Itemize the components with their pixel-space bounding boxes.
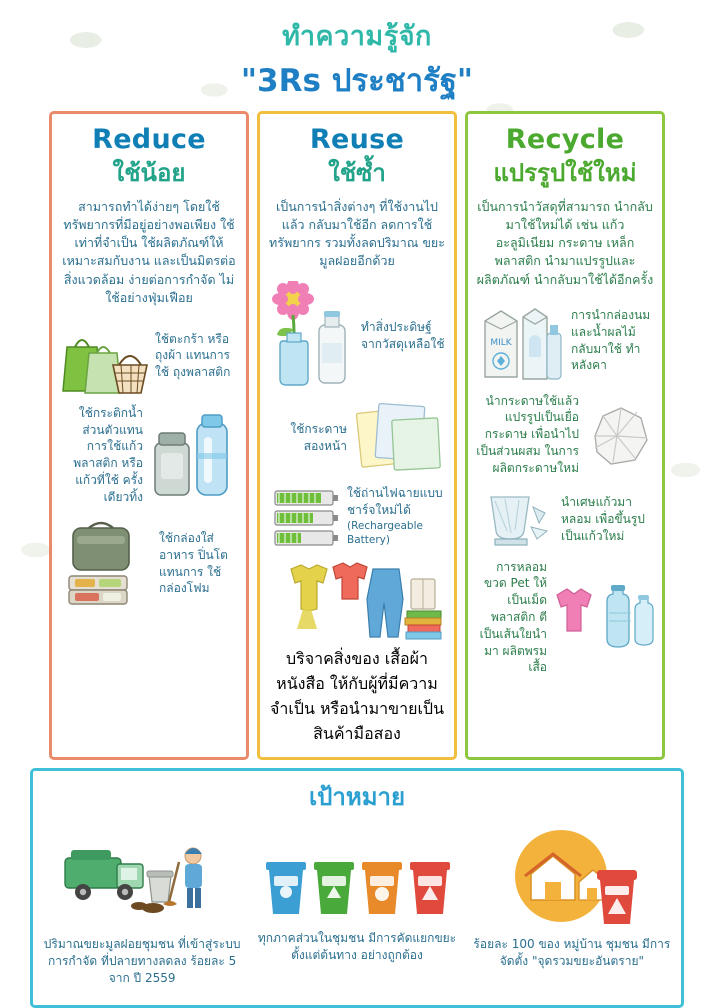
recycle-intro: เป็นการนำวัสดุที่สามารถ นำกลับมาใช้ใหม่ได้ เช่น แก้ว อะลูมิเนียม กระดาษ เหล็ก พลาสติก นำมาแปรรูปและผลิตภัณฑ์ นำกลับมาใช้ได้อีกครั้ง [476, 199, 654, 287]
header-line-2: "3Rs ประชารัฐ" [240, 63, 474, 99]
garbage-truck-worker-icon [41, 820, 243, 930]
reuse-item-paper-text: ใช้กระดาษ สองหน้า [290, 421, 347, 453]
reuse-item-battery-text: ใช้ถ่านไฟฉายแบบ ชาร์จใหม่ได้ [347, 486, 443, 517]
reuse-title-th: ใช้ซ้ำ [328, 159, 386, 187]
reduce-item-bags [59, 317, 239, 395]
paper-sheets-icon [351, 401, 447, 475]
crumpled-paper-icon [583, 402, 655, 468]
reuse-item-battery [267, 485, 447, 549]
shopping-bag-basket-icon [59, 317, 151, 395]
column-reduce [49, 111, 249, 760]
clothes-books-icon [267, 557, 447, 643]
reuse-item-battery-note: (Rechargeable Battery) [347, 519, 423, 547]
recycle-item-pet-text: การหลอมขวด Pet ให้เป็นเม็ดพลาสติก ตีเป็นเส้นใยนำมา ผลิตพรม เสื้อ [479, 559, 547, 675]
recycle-item-paper-text: นำกระดาษใช้แล้ว แปรรูปเป็นเยื่อกระดาษ เพื่อนำไปเป็นส่วนผสม ในการผลิตกระดาษใหม่ [476, 393, 579, 475]
goal-item-separation [256, 790, 458, 988]
reuse-item-donate [267, 557, 447, 747]
poster-header [0, 0, 714, 105]
column-recycle [465, 111, 665, 760]
reuse-item-vase [267, 281, 447, 391]
reuse-item-vase-text: ทำสิ่งประดิษฐ์ จากวัสดุเหลือใช้ [361, 319, 445, 351]
reduce-item-flask-text: ใช้กระติกน้ำส่วนตัวแทน การใช้แก้วพลาสติก หรือแก้วที่ใช้ ครั้งเดียวทิ้ง [73, 405, 143, 504]
goal-item-hazard-point [471, 790, 673, 988]
recycle-item-glass [475, 487, 655, 553]
house-hazard-bin-icon [471, 820, 673, 930]
rechargeable-battery-icon [267, 485, 343, 549]
column-reuse [257, 111, 457, 760]
recycle-item-carton [475, 299, 655, 383]
reduce-item-lunchbox-text: ใช้กล่องใส่อาหาร ปิ่นโต แทนการ ใช้กล่องโฟม [159, 530, 228, 596]
reduce-item-flask [59, 405, 239, 506]
flower-bottle-vase-icon [267, 281, 357, 391]
goal-item-separation-text: ทุกภาคส่วนในชุมชน มีการคัดแยกขยะ ตั้งแต่ต้นทาง อย่างถูกต้อง [257, 930, 457, 962]
recycle-item-glass-text: นำเศษแก้วมาหลอม เพื่อขึ้นรูปเป็นแก้วใหม่ [561, 495, 645, 543]
reuse-title-en: Reuse [309, 124, 405, 155]
goal-section [30, 768, 684, 1008]
goal-columns [41, 790, 673, 988]
header-line-1: ทำความรู้จัก [282, 21, 432, 52]
reuse-item-donate-text: บริจาคสิ่งของ เสื้อผ้า หนังสือ ให้กับผู้ที่มีความจำเป็น หรือนำมาขายเป็นสินค้ามือสอง [269, 648, 445, 743]
reduce-item-lunchbox [59, 516, 239, 612]
goal-item-hazard-point-text: ร้อยละ 100 ของ หมู่บ้าน ชุมชน มีการจัดตั้ง "จุดรวมขยะอันตราย" [473, 936, 671, 968]
three-r-columns [0, 105, 714, 760]
recycle-item-carton-text: การนำกล่องนม และน้ำผลไม้ กลับมาใช้ ทำหลังคา [571, 308, 651, 373]
reduce-item-bags-text: ใช้ตะกร้า หรือถุงผ้า แทนการใช้ ถุงพลาสติก [155, 331, 231, 380]
reduce-intro: สามารถทำได้ง่ายๆ โดยใช้ทรัพยากรที่มีอยู่อย่างพอเพียง ใช้เท่าที่จำเป็น ใช้ผลิตภัณฑ์ให้เหมาะสมกับงาน และเป็นมิตรต่อสิ่งแวดล้อม ง่ายต่อการกำจัด ไม่ใช้อย่างฟุ่มเฟือย [62, 199, 236, 305]
reuse-intro: เป็นการนำสิ่งต่างๆ ที่ใช้งานไปแล้ว กลับมาใช้อีก ลดการใช้ทรัพยากร รวมทั้งลดปริมาณ ขยะมูลฝอยอีกด้วย [269, 199, 445, 269]
lunchbox-icon [59, 516, 155, 612]
milk-carton-icon [475, 299, 567, 383]
recycle-item-paper [475, 393, 655, 477]
svg-text:MILK: MILK [490, 337, 512, 348]
goal-item-waste-reduction [41, 790, 243, 988]
reduce-title-en: Reduce [92, 124, 206, 155]
four-bins-icon [256, 814, 458, 924]
reduce-title-th: ใช้น้อย [112, 159, 186, 187]
recycle-title-en: Recycle [505, 124, 625, 155]
pet-bottle-shirt-icon [551, 579, 655, 655]
glass-shards-icon [475, 487, 557, 553]
goal-title: เป้าหมาย [308, 782, 406, 811]
thermos-bottle-icon [147, 409, 239, 501]
goal-item-waste-reduction-text: ปริมาณขยะมูลฝอยชุมชน ที่เข้าสู่ระบบการกำจัด ที่ปลายทางลดลง ร้อยละ 5 จาก ปี 2559 [43, 936, 241, 986]
recycle-item-pet [475, 559, 655, 677]
reuse-item-paper [267, 401, 447, 475]
recycle-title-th: แปรรูปใช้ใหม่ [493, 159, 637, 187]
